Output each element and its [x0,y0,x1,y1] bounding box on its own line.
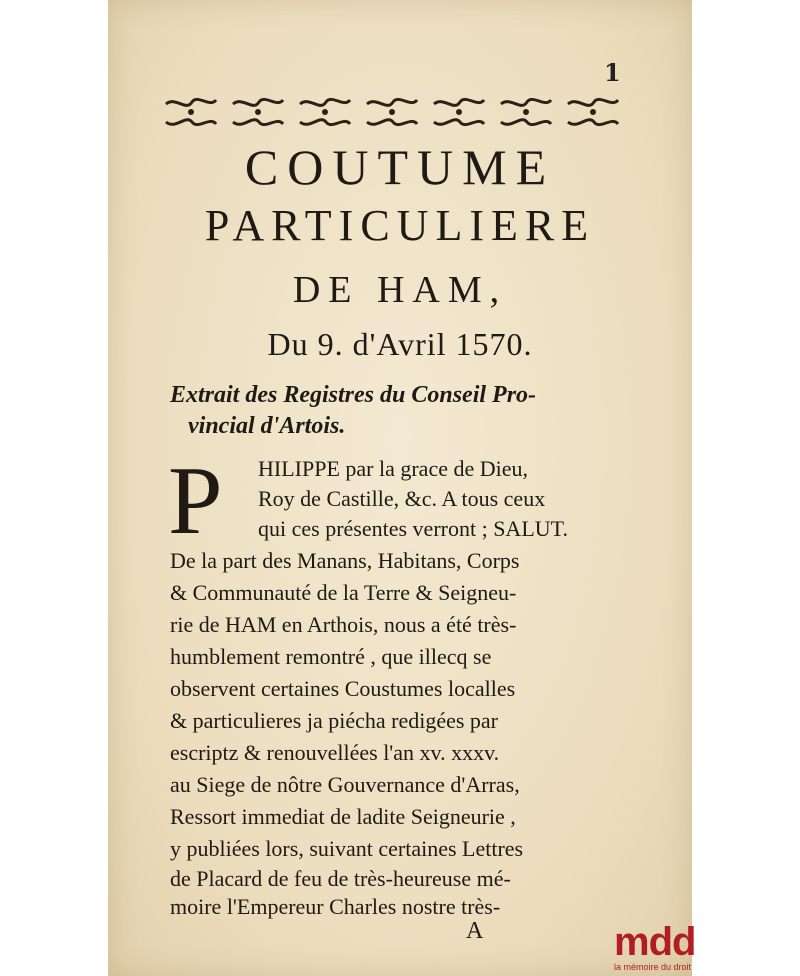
page-number: 1 [604,58,621,87]
body-line: Ressort immediat de ladite Seigneurie , [170,804,516,829]
ornament-icon [497,94,555,130]
mdd-logo [614,922,700,976]
ornament-icon [363,94,421,130]
body-line: de Placard de feu de très-heureuse mé- [170,866,511,891]
body-line: humblement remontré , que illecq se [170,644,492,669]
logo-text: mdd [614,920,696,964]
extract-line-1: Extrait des Registres du Conseil Pro- [170,382,537,408]
ornament-icon [296,94,354,130]
extract-line-2: vincial d'Artois. [188,413,346,439]
drop-cap: P [168,447,223,555]
ornament-icon [564,94,622,130]
title-particuliere: PARTICULIERE [204,201,596,250]
body-line: au Siege de nôtre Gouvernance d'Arras, [170,772,520,797]
ornament-icon [162,94,220,130]
body-line: y publiées lors, suivant certaines Lettres [170,836,524,861]
body-line: HILIPPE par la grace de Dieu, [258,456,529,481]
ornament-icon [229,94,287,130]
body-line: observent certaines Coustumes localles [170,676,516,701]
body-line: De la part des Manans, Habitans, Corps [170,548,520,573]
body-line: escriptz & renouvellées l'an xv. xxxv. [170,740,500,765]
body-line: & particulieres ja piécha redigées par [170,708,499,733]
body-line: qui ces présentes verront ; SALUT. [258,516,568,541]
extract-heading [170,380,630,442]
body-line: & Communauté de la Terre & Seigneu- [170,580,517,605]
title-de-ham: DE HAM, [292,269,508,311]
date-line: Du 9. d'Avril 1570. [267,326,533,362]
body-line: rie de HAM en Arthois, nous a été très- [170,612,517,637]
body-line: moire l'Empereur Charles nostre très- [170,894,501,919]
logo-tagline: la mémoire du droit [614,962,692,972]
ornament-icon [430,94,488,130]
signature-mark: A [466,918,484,944]
ornament-band [162,92,622,132]
title-coutume: COUTUME [244,139,556,195]
body-line: Roy de Castille, &c. A tous ceux [258,486,546,511]
